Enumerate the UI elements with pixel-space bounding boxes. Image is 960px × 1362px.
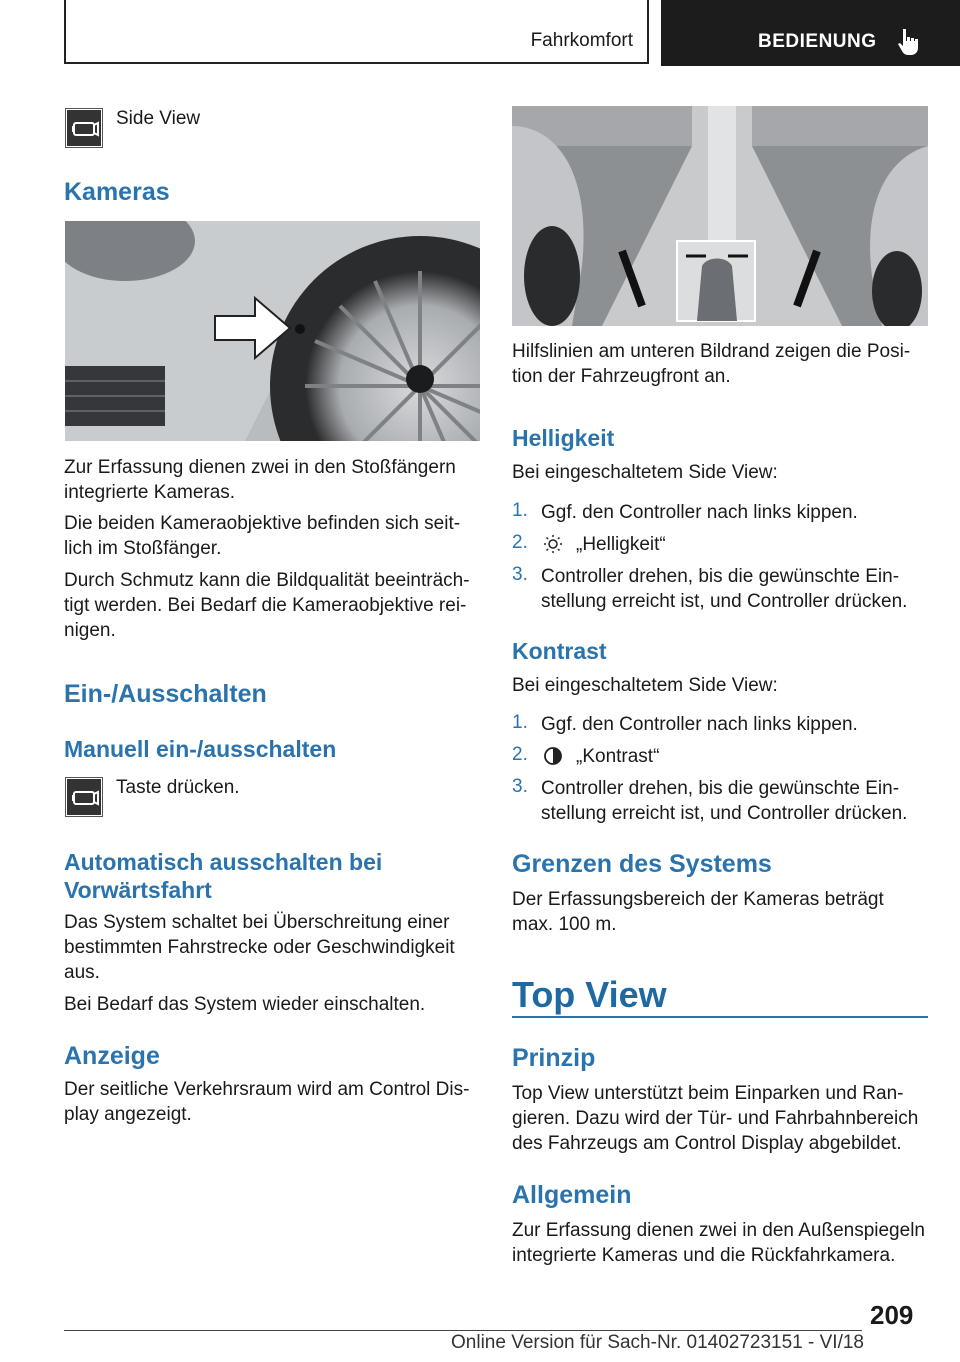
anzeige-paragraph: Der seitliche Verkehrsraum wird am Control Dis‐ play angezeigt. xyxy=(64,1079,470,1125)
top-view-rule xyxy=(512,1016,928,1018)
side-view-display-image xyxy=(512,106,928,326)
kameras-paragraph-3: Durch Schmutz kann die Bildqualität beeinträch‐ tigt werden. Bei Bedarf die Kameraobjektive rei‐ nigen. xyxy=(64,570,470,641)
heading-manuell: Manuell ein-/ausschalten xyxy=(64,736,337,762)
heading-kameras: Kameras xyxy=(64,178,170,206)
heading-ein-ausschalten: Ein-/Ausschalten xyxy=(64,680,267,708)
pointing-hand-icon xyxy=(897,27,923,55)
helligkeit-step-number: 3. xyxy=(512,564,528,585)
helligkeit-intro: Bei eingeschaltetem Side View: xyxy=(512,462,778,483)
kontrast-step-text: Ggf. den Controller nach links kippen. xyxy=(541,714,858,735)
hilfslinien-caption: Hilfslinien am unteren Bildrand zeigen die Posi‐ tion der Fahrzeugfront an. xyxy=(512,341,911,387)
grenzen-paragraph: Der Erfassungsbereich der Kameras beträgt max. 100 m. xyxy=(512,889,884,935)
header-chapter-label: BEDIENUNG xyxy=(758,31,877,52)
side-view-button-icon xyxy=(65,108,103,148)
kontrast-step-text: Controller drehen, bis die gewünschte Ein‐ stellung erreicht ist, und Controller drücken. xyxy=(541,778,908,824)
kontrast-step-text: „Kontrast“ xyxy=(576,746,660,767)
header-section-label: Fahrkomfort xyxy=(530,30,633,51)
heading-kontrast: Kontrast xyxy=(512,638,607,664)
helligkeit-step-number: 1. xyxy=(512,500,528,521)
helligkeit-step-text: „Helligkeit“ xyxy=(576,534,666,555)
heading-prinzip: Prinzip xyxy=(512,1044,596,1072)
kontrast-step-number: 1. xyxy=(512,712,528,733)
contrast-icon xyxy=(543,746,563,766)
kontrast-intro: Bei eingeschaltetem Side View: xyxy=(512,675,778,696)
footer-online-version: Online Version für Sach-Nr. 01402723151 - VI/18 xyxy=(451,1332,864,1353)
prinzip-paragraph: Top View unterstützt beim Einparken und Ran‐ gieren. Dazu wird der Tür- und Fahrbahnbereich des Fahrzeugs am Control Display abgebildet. xyxy=(512,1083,919,1154)
helligkeit-step-text: Ggf. den Controller nach links kippen. xyxy=(541,502,858,523)
allgemein-paragraph: Zur Erfassung dienen zwei in den Außenspiegeln integrierte Kameras und die Rückfahrkamera. xyxy=(512,1220,925,1266)
heading-grenzen: Grenzen des Systems xyxy=(512,850,772,878)
automatisch-paragraph-2: Bei Bedarf das System wieder einschalten. xyxy=(64,994,426,1015)
header-section-tab xyxy=(64,0,649,64)
taste-druecken-text: Taste drücken. xyxy=(116,777,240,798)
heading-helligkeit: Helligkeit xyxy=(512,425,615,451)
footer-rule xyxy=(64,1330,862,1331)
header-chapter-tab xyxy=(661,0,960,66)
helligkeit-step-text: Controller drehen, bis die gewünschte Ein‐ stellung erreicht ist, und Controller drücken. xyxy=(541,566,908,612)
bumper-camera-photo xyxy=(65,221,480,441)
helligkeit-step-number: 2. xyxy=(512,532,528,553)
page-number: 209 xyxy=(870,1300,914,1330)
kontrast-step-number: 3. xyxy=(512,776,528,797)
heading-allgemein: Allgemein xyxy=(512,1181,632,1209)
heading-top-view: Top View xyxy=(512,974,667,1015)
automatisch-paragraph-1: Das System schaltet bei Überschreitung einer bestimmten Fahrstrecke oder Geschwindigkeit aus. xyxy=(64,912,455,983)
kameras-paragraph-2: Die beiden Kameraobjektive befinden sich seit‐ lich im Stoßfänger. xyxy=(64,513,461,559)
kameras-paragraph-1: Zur Erfassung dienen zwei in den Stoßfängern integrierte Kameras. xyxy=(64,457,456,503)
heading-automatisch: Automatisch ausschalten bei Vorwärtsfahrt xyxy=(64,849,383,903)
side-view-caption: Side View xyxy=(116,108,201,129)
side-view-button-icon-2 xyxy=(65,777,103,817)
brightness-icon xyxy=(543,534,563,554)
kontrast-step-number: 2. xyxy=(512,744,528,765)
heading-anzeige: Anzeige xyxy=(64,1042,160,1070)
